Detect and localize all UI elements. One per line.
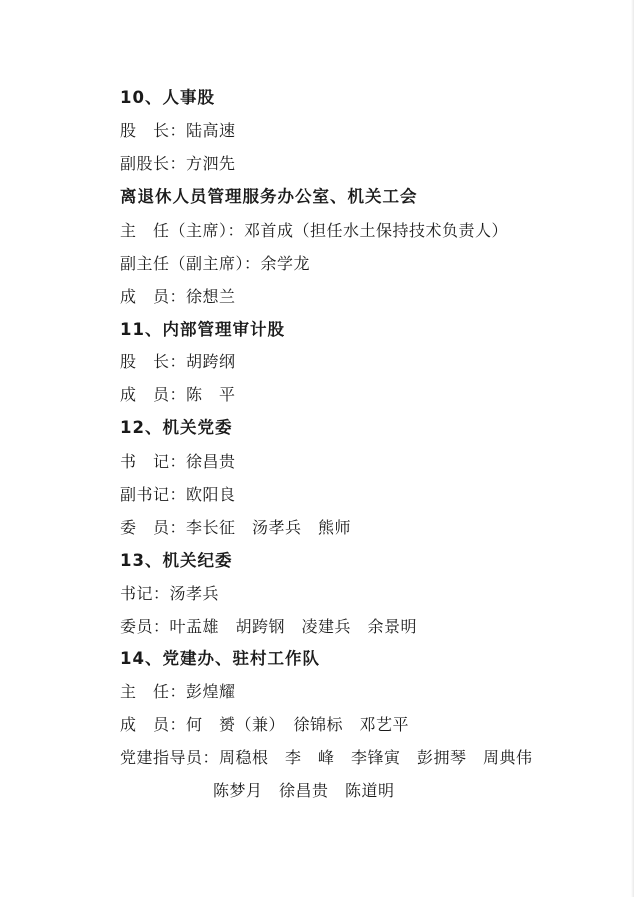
text-line: 成 员：陈 平 — [120, 385, 236, 404]
section-heading-party-committee: 12、机关党委 — [120, 418, 233, 437]
text-line: 副股长：方泗先 — [120, 154, 236, 173]
text-line: 股 长：陆高速 — [120, 121, 236, 140]
text-line: 书 记：徐昌贵 — [120, 452, 236, 471]
text-line: 副主任（副主席）：余学龙 — [120, 254, 311, 273]
text-line: 主 任（主席）：邓首成（担任水土保持技术负责人） — [120, 221, 509, 240]
section-heading-party-office: 14、党建办、驻村工作队 — [120, 649, 320, 668]
text-line: 成 员：徐想兰 — [120, 287, 236, 306]
section-heading-audit: 11、内部管理审计股 — [120, 320, 285, 339]
section-heading-retirees-office: 离退休人员管理服务办公室、机关工会 — [120, 187, 418, 206]
text-line: 委 员：李长征 汤孝兵 熊师 — [120, 518, 352, 537]
section-heading-personnel: 10、人事股 — [120, 88, 215, 107]
text-line-continued: 陈梦月 徐昌贵 陈道明 — [213, 781, 395, 800]
text-line: 主 任：彭煌耀 — [120, 682, 236, 701]
text-line: 党建指导员：周稳根 李 峰 李锋寅 彭拥琴 周典伟 — [120, 748, 533, 767]
text-line: 委员：叶盂雄 胡跨钢 凌建兵 余景明 — [120, 617, 418, 636]
section-heading-discipline-committee: 13、机关纪委 — [120, 551, 233, 570]
text-line: 股 长：胡跨纲 — [120, 352, 236, 371]
text-line: 书记：汤孝兵 — [120, 584, 220, 603]
text-line: 成 员：何 赟（兼） 徐锦标 邓艺平 — [120, 715, 410, 734]
text-line: 副书记：欧阳良 — [120, 485, 236, 504]
